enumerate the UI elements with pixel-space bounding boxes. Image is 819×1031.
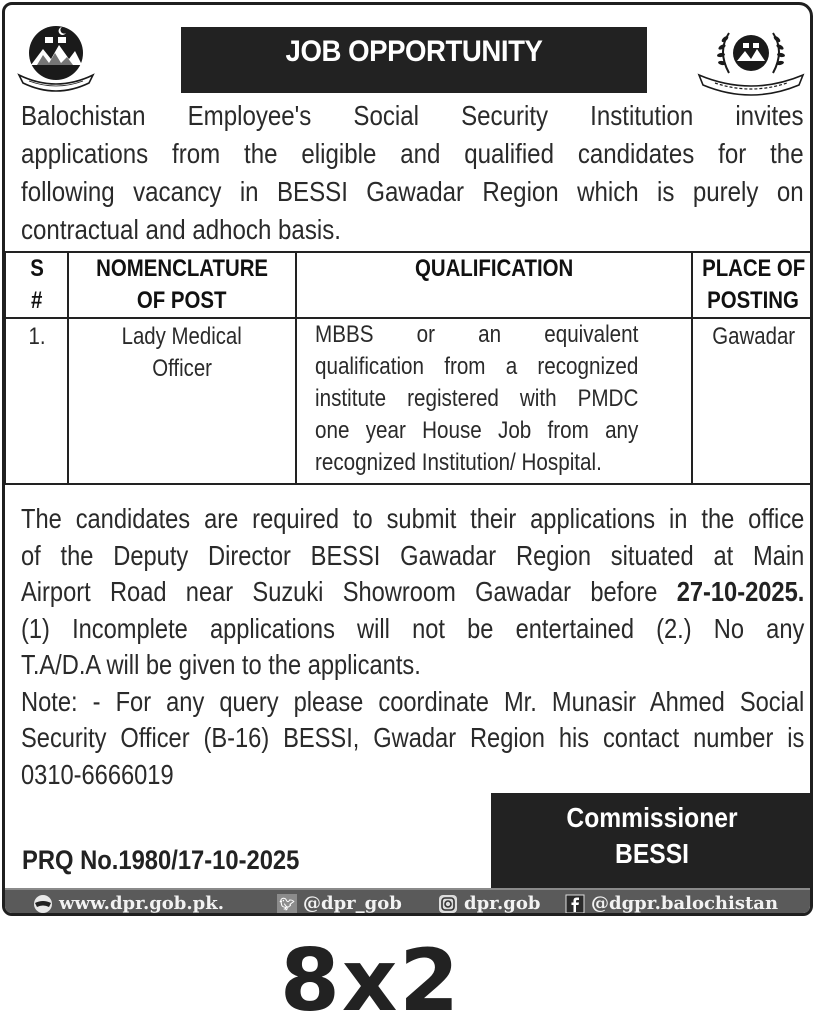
note-line: Security Officer (B-16) BESSI, Gwadar Region his contact number is [21,722,805,753]
cell-serial-number [5,318,68,484]
website-link[interactable]: www.dpr.gob.pk. [59,893,224,914]
intro-line: applications from the eligible and qualified candidates for the [21,138,804,169]
header-text: S [29,255,44,282]
header-text: OF POST [137,287,227,314]
balochistan-emblem-logo [15,17,97,97]
intro-line: Balochistan Employee's Social Security Institution invites [21,100,804,131]
qualification-line: MBBS or an equivalent [314,321,639,348]
place-of-posting: Gawadar [711,323,795,350]
qualification-line: recognized Institution/ Hospital. [314,449,602,476]
footer-facebook[interactable] [565,893,778,914]
deadline-date: 27-10-2025. [676,576,805,607]
cell-post-name [68,318,296,484]
instructions-paragraph [21,501,804,793]
signatory-box [491,793,813,888]
footer-twitter[interactable] [277,893,402,914]
qualification-line: one year House Job from any [314,417,639,444]
header-serial-number [5,252,68,318]
footer-bar [5,888,813,916]
instagram-icon [438,894,458,914]
qualification-line: institute registered with PMDC [314,385,639,412]
instruction-line: The candidates are required to submit their applications in the office [21,503,805,534]
vacancy-table [4,251,813,485]
instruction-line [21,574,804,611]
globe-icon [33,894,53,914]
facebook-icon [565,894,585,914]
facebook-handle[interactable]: @dgpr.balochistan [591,893,779,914]
intro-paragraph [21,97,804,249]
header-text: PLACE OF [701,255,805,282]
instruction-line: (1) Incomplete applications will not be entertained (2.) No any [21,612,805,644]
qualification-line: qualification from a recognized [314,353,639,380]
footer-instagram[interactable] [438,893,540,914]
header-place-of-posting [692,252,813,318]
instruction-line: T.A/D.A will be given to the applicants. [21,649,421,680]
header-text: # [30,287,43,314]
header-text: QUALIFICATION [414,255,573,282]
post-name-line: Lady Medical [121,323,242,350]
intro-line: following vacancy in BESSI Gawadar Region which is purely on [21,176,804,207]
contact-number: 0310-6666019 [21,758,174,790]
table-row [5,318,813,484]
bessi-emblem-logo [695,19,807,97]
title-banner [181,27,647,93]
advertisement-frame [2,2,813,916]
header-text: NOMENCLATURE [95,255,268,282]
signatory-organization: BESSI [615,838,689,869]
table-header-row [5,252,813,318]
instagram-handle[interactable]: dpr.gob [464,893,541,914]
prq-number: PRQ No.1980/17-10-2025 [22,845,300,875]
page-title: JOB OPPORTUNITY [285,35,543,68]
cell-place-of-posting [692,318,813,484]
twitter-handle[interactable]: @dpr_gob [303,893,402,914]
instruction-text: Airport Road near Suzuki Showroom Gawadar before [21,576,677,607]
instruction-line: of the Deputy Director BESSI Gawadar Region situated at Main [21,539,805,571]
signatory-title: Commissioner [566,802,738,833]
serial-number: 1. [28,323,46,350]
note-line: Note: - For any query please coordinate Mr. Munasir Ahmed Social [21,685,805,717]
twitter-icon: 🐦︎ [277,894,297,914]
ad-size-label: 8x2 [280,931,462,1031]
header-text: POSTING [707,287,800,314]
cell-qualification [296,318,692,484]
header-nomenclature-of-post [68,252,296,318]
intro-line: contractual and adhoch basis. [21,214,341,245]
footer-website[interactable] [33,893,224,914]
post-name-line: Officer [152,355,212,382]
header-qualification [296,252,692,318]
